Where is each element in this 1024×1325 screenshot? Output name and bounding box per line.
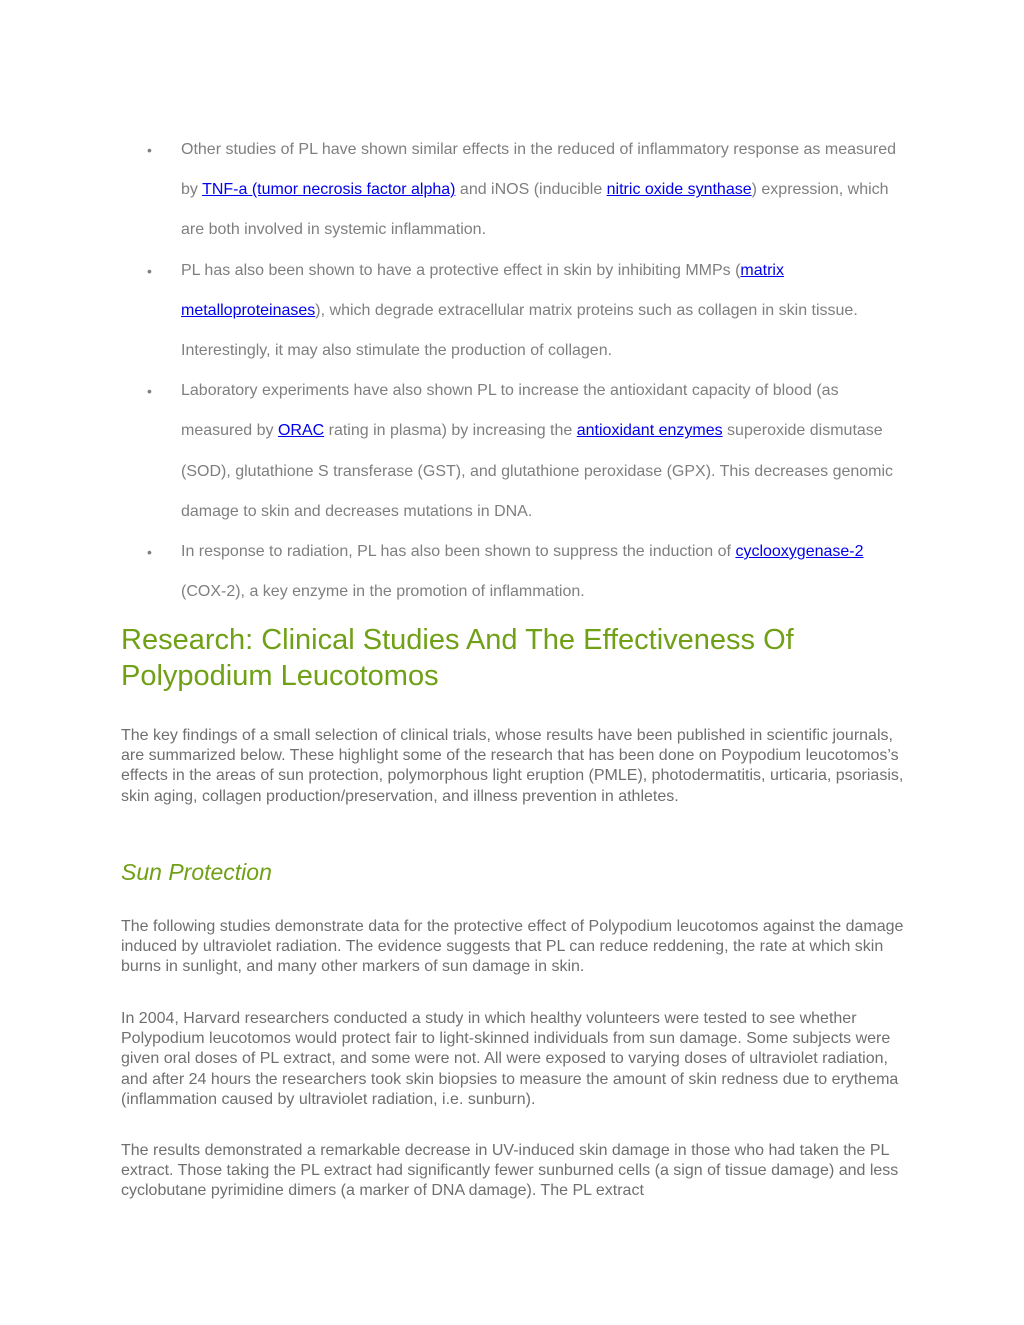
bullet-text: superoxide dismutase (SOD), glutathione S transferase (GST), and glutathione peroxidase (GPX). This decreases genomic damage to skin and decreases mutations in DNA. bbox=[181, 422, 894, 520]
bullet-dot-icon: • bbox=[147, 262, 152, 279]
harvard-study-paragraph: In 2004, Harvard researchers conducted a study in which healthy volunteers were tested to see whether Polypodium leucotomos would protect fair to light-skinned individuals from sun damage. Some subjects were given oral doses of PL extract, and some were not. All were exposed to varying doses of ultraviolet radiation, and after 24 hours the researchers took skin biopsies to measure the amount of skin redness due to erythema (inflammation caused by ultraviolet radiation, i.e. sunburn). bbox=[121, 1010, 899, 1108]
link-nitric-oxide-synthase[interactable]: nitric oxide synthase bbox=[606, 181, 752, 199]
results-paragraph: The results demonstrated a remarkable decrease in UV-induced skin damage in those who had taken the PL extract. Those taking the PL extract had significantly fewer sunburned cells (a sign of tissue damage) and less cyclobutane pyrimidine dimers (a marker of DNA damage). The PL extract bbox=[121, 1142, 899, 1200]
link-antioxidant-enzymes[interactable]: antioxidant enzymes bbox=[576, 422, 723, 440]
bullet-dot-icon: • bbox=[147, 544, 152, 561]
bullet-item-tnf bbox=[0, 130, 911, 251]
bullet-dot-icon: • bbox=[147, 383, 152, 400]
sun-protection-paragraph: The following studies demonstrate data for the protective effect of Polypodium leucotomos against the damage induced by ultraviolet radiation. The evidence suggests that PL can reduce reddening, the rate at which skin burns in sunlight, and many other markers of sun damage in skin. bbox=[121, 918, 904, 976]
bullet-text: Laboratory experiments have also shown PL to increase the antioxidant capacity of blood (as measured by bbox=[181, 382, 839, 440]
bullet-item-cox2 bbox=[0, 532, 911, 612]
bullet-text: ) expression, which are both involved in systemic inflammation. bbox=[181, 181, 889, 239]
link-orac[interactable]: ORAC bbox=[277, 422, 325, 440]
heading-sun-protection: Sun Protection bbox=[121, 859, 272, 885]
findings-bullet-list bbox=[0, 130, 1024, 612]
bullet-text: PL has also been shown to have a protective effect in skin by inhibiting MMPs ( bbox=[181, 261, 741, 279]
bullet-text: and iNOS (inducible bbox=[455, 181, 607, 199]
bullet-text: rating in plasma) by increasing the bbox=[324, 422, 577, 440]
intro-paragraph: The key findings of a small selection of clinical trials, whose results have been published in scientific journals, are summarized below. These highlight some of the research that has been done on Poypodium leucotomos’s effects in the areas of sun protection, polymorphous light eruption (PMLE), photodermatitis, urticaria, psoriasis, skin aging, collagen production/preservation, and illness prevention in athletes. bbox=[121, 727, 904, 805]
link-cyclooxygenase-2[interactable]: cyclooxygenase-2 bbox=[735, 543, 864, 561]
bullet-item-mmps bbox=[0, 251, 911, 372]
bullet-text: (COX-2), a key enzyme in the promotion of inflammation. bbox=[181, 583, 585, 601]
bullet-dot-icon: • bbox=[147, 142, 152, 158]
link-tnf-alpha[interactable]: TNF-a (tumor necrosis factor alpha) bbox=[202, 181, 456, 199]
heading-research-clinical-studies: Research: Clinical Studies And The Effectiveness Of Polypodium Leucotomos bbox=[121, 624, 794, 692]
link-matrix-metalloproteinases[interactable]: matrix metalloproteinases bbox=[181, 261, 784, 319]
bullet-text: ), which degrade extracellular matrix proteins such as collagen in skin tissue. Interestingly, it may also stimulate the production of collagen. bbox=[181, 301, 858, 360]
bullet-text: In response to radiation, PL has also been shown to suppress the induction of bbox=[181, 543, 736, 561]
bullet-item-antioxidant bbox=[0, 371, 911, 532]
bullet-text: Other studies of PL have shown similar effects in the reduced of inflammatory response as measured by bbox=[181, 141, 897, 199]
